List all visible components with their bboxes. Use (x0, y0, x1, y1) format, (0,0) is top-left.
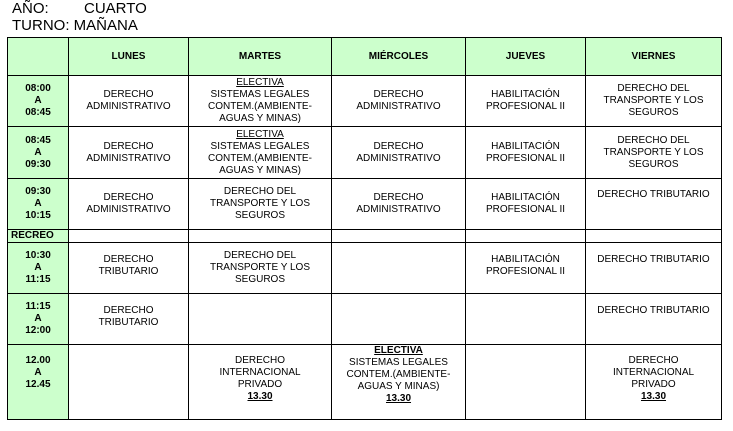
class-cell (332, 179, 466, 230)
course-line: SEGUROS (628, 107, 679, 118)
course-line: ADMINISTRATIVO (86, 204, 171, 215)
course-line: DERECHO (373, 140, 424, 152)
year-line (12, 0, 147, 17)
time-start: 08:00 (25, 83, 51, 94)
course-line: CONTEM.(AMBIENTE- (346, 369, 451, 380)
time-sep: A (34, 262, 42, 273)
schedule-table (7, 37, 722, 420)
year-value: CUARTO (84, 0, 147, 17)
end-time: 13.30 (385, 393, 412, 404)
time-cell (8, 76, 69, 127)
time-start: 10:30 (25, 250, 51, 261)
class-cell (586, 243, 722, 294)
elective-label: ELECTIVA (236, 77, 284, 88)
course-line: DERECHO TRIBUTARIO (597, 254, 710, 265)
course-line: AGUAS Y MINAS) (219, 113, 301, 124)
class-cell (586, 345, 722, 420)
day-header: MIÉRCOLES (332, 38, 466, 76)
time-sep: A (34, 313, 42, 324)
class-cell (332, 345, 466, 420)
time-end: 10:15 (25, 210, 51, 221)
time-slot-row (8, 243, 722, 294)
time-cell (8, 294, 69, 345)
time-slot-row (8, 127, 722, 179)
course-line: DERECHO (234, 355, 285, 366)
course-line: DERECHO DEL (617, 134, 690, 146)
recess-cell (332, 230, 466, 243)
course-line: TRANSPORTE Y LOS (603, 146, 704, 158)
course-line: DERECHO TRIBUTARIO (597, 189, 710, 200)
class-cell-empty (332, 294, 466, 345)
class-cell-empty (189, 294, 332, 345)
course-line: ADMINISTRATIVO (356, 101, 441, 112)
class-cell-empty (69, 345, 189, 420)
time-start: 09:30 (25, 186, 51, 197)
course-line: CONTEM.(AMBIENTE- (208, 101, 312, 112)
course-line: TRANSPORTE Y LOS (209, 198, 311, 209)
recess-row (8, 230, 722, 243)
end-time: 13.30 (247, 391, 273, 402)
time-slot-row (8, 345, 722, 420)
course-line: ADMINISTRATIVO (86, 101, 171, 112)
course-line: HABILITACIÓN (491, 89, 560, 100)
time-cell (8, 127, 69, 179)
course-line: PROFESIONAL II (485, 152, 566, 164)
course-line: TRANSPORTE Y LOS (209, 262, 311, 273)
time-start: 08:45 (25, 134, 51, 146)
course-line: TRIBUTARIO (98, 317, 159, 328)
shift-line (12, 17, 138, 34)
shift-label: TURNO: (12, 17, 70, 34)
course-line: AGUAS Y MINAS) (219, 164, 301, 176)
course-line: DERECHO (103, 140, 154, 152)
class-cell (189, 179, 332, 230)
class-cell (189, 345, 332, 420)
shift-value: MAÑANA (73, 17, 138, 34)
course-line: DERECHO (103, 254, 154, 265)
course-line: DERECHO (373, 192, 424, 203)
course-line: PRIVADO (237, 379, 283, 390)
class-cell (189, 127, 332, 179)
time-cell (8, 179, 69, 230)
class-cell (586, 76, 722, 127)
elective-label: ELECTIVA (236, 128, 284, 140)
class-cell (466, 76, 586, 127)
class-cell (332, 127, 466, 179)
class-cell (69, 127, 189, 179)
class-cell-empty (466, 345, 586, 420)
time-sep: A (34, 146, 42, 158)
time-start: 11:15 (25, 301, 51, 312)
time-cell (8, 345, 69, 420)
course-line: SEGUROS (628, 158, 679, 170)
course-line: DERECHO DEL (617, 83, 690, 94)
time-slot-row (8, 179, 722, 230)
recess-cell (189, 230, 332, 243)
course-line: DERECHO (103, 192, 154, 203)
course-line: AGUAS Y MINAS) (357, 381, 440, 392)
day-header: MARTES (189, 38, 332, 76)
time-end: 11:15 (25, 274, 51, 285)
time-cell (8, 243, 69, 294)
course-line: ADMINISTRATIVO (356, 152, 441, 164)
course-line: PROFESIONAL II (485, 266, 566, 277)
time-sep: A (34, 95, 42, 106)
course-line: HABILITACIÓN (491, 192, 560, 203)
course-line: ADMINISTRATIVO (86, 152, 171, 164)
course-line: HABILITACIÓN (491, 254, 560, 265)
time-end: 09:30 (25, 158, 51, 170)
class-cell (466, 243, 586, 294)
day-header: JUEVES (466, 38, 586, 76)
time-end: 12.45 (25, 379, 51, 390)
time-sep: A (34, 198, 42, 209)
course-line: DERECHO TRIBUTARIO (597, 305, 710, 316)
recess-cell (69, 230, 189, 243)
end-time: 13.30 (640, 391, 667, 402)
year-label: AÑO: (12, 0, 49, 17)
class-cell (466, 179, 586, 230)
time-slot-row (8, 76, 722, 127)
recess-cell (586, 230, 722, 243)
class-cell (69, 294, 189, 345)
class-cell (332, 76, 466, 127)
class-cell (69, 76, 189, 127)
class-cell (69, 179, 189, 230)
time-end: 08:45 (25, 107, 51, 118)
time-end: 12:00 (25, 325, 51, 336)
class-cell (466, 127, 586, 179)
course-line: CONTEM.(AMBIENTE- (208, 152, 312, 164)
course-line: SEGUROS (234, 274, 285, 285)
course-line: TRIBUTARIO (98, 266, 159, 277)
time-start: 12.00 (25, 355, 51, 366)
day-header: VIERNES (586, 38, 722, 76)
class-cell-empty (332, 243, 466, 294)
class-cell (586, 127, 722, 179)
class-cell-empty (466, 294, 586, 345)
course-line: SISTEMAS LEGALES (210, 140, 310, 152)
course-line: DERECHO (628, 355, 679, 366)
course-line: DERECHO DEL (223, 186, 297, 197)
course-line: ADMINISTRATIVO (356, 204, 441, 215)
corner-cell (8, 38, 69, 76)
course-line: DERECHO (103, 305, 154, 316)
class-cell (586, 294, 722, 345)
class-cell (586, 179, 722, 230)
recess-cell (466, 230, 586, 243)
course-line: SEGUROS (234, 210, 285, 221)
course-line: INTERNACIONAL (219, 367, 301, 378)
class-cell (189, 76, 332, 127)
class-cell (69, 243, 189, 294)
course-line: DERECHO DEL (223, 250, 297, 261)
day-header-row (8, 38, 722, 76)
course-line: PROFESIONAL II (485, 204, 566, 215)
course-line: DERECHO (373, 89, 424, 100)
course-line: PRIVADO (631, 379, 676, 390)
time-slot-row (8, 294, 722, 345)
class-cell (189, 243, 332, 294)
elective-label: ELECTIVA (374, 345, 423, 356)
course-line: TRANSPORTE Y LOS (603, 95, 704, 106)
time-sep: A (34, 367, 42, 378)
course-line: HABILITACIÓN (491, 140, 560, 152)
course-line: INTERNACIONAL (612, 367, 695, 378)
recess-label: RECREO (8, 230, 69, 243)
course-line: SISTEMAS LEGALES (349, 357, 448, 368)
course-line: PROFESIONAL II (485, 101, 566, 112)
course-line: SISTEMAS LEGALES (210, 89, 310, 100)
day-header: LUNES (69, 38, 189, 76)
course-line: DERECHO (103, 89, 154, 100)
